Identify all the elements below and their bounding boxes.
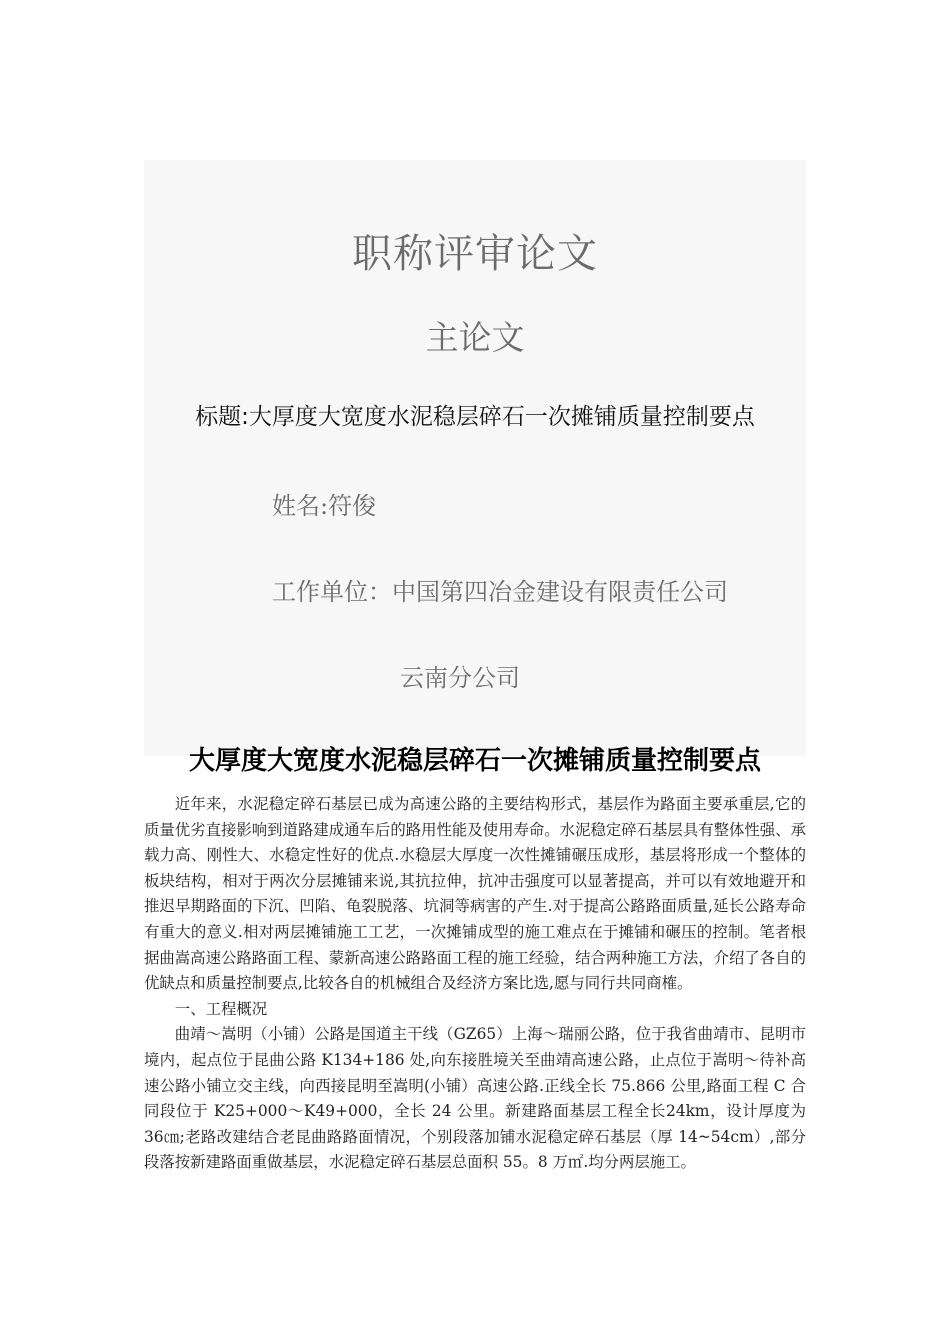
work-unit-branch: 云南分公司 [400,664,520,692]
cover-title: 职称评审论文 [352,231,598,277]
cover-subtitle: 主论文 [425,318,525,357]
article-title: 大厚度大宽度水泥稳层碎石一次摊铺质量控制要点 [188,746,761,776]
section-heading: 一、工程概况 [174,999,268,1018]
author-name: 姓名:符俊 [272,492,377,520]
cover-panel [144,160,806,756]
article-body [144,792,806,1176]
cover-headline: 标题:大厚度大宽度水泥稳层碎石一次摊铺质量控制要点 [195,404,755,430]
work-unit: 工作单位：中国第四冶金建设有限责任公司 [272,578,728,606]
paragraph-intro: 近年来，水泥稳定碎石基层已成为高速公路的主要结构形式，基层作为路面主要承重层,它的质量优劣直接影响到道路建成通车后的路用性能及使用寿命。水泥稳定碎石基层具有整体性强、承载力高、刚性大、水稳定性好的优点.水稳层大厚度一次性摊铺碾压成形，基层将形成一个整体的板块结构，相对于两次分层摊铺来说,其抗拉伸，抗冲击强度可以显著提高，并可以有效地避开和推迟早期路面的下沉、凹陷、龟裂脱落、坑洞等病害的产生.对于提高公路路面质量,延长公路寿命有重大的意义.相对两层摊铺施工工艺，一次摊铺成型的施工难点在于摊铺和碾压的控制。笔者根据曲嵩高速公路路面工程、蒙新高速公路路面工程的施工经验，结合两种施工方法，介绍了各自的优缺点和质量控制要点,比较各自的机械组合及经济方案比选,愿与同行共同商榷。 [144,795,806,993]
paragraph-overview: 曲靖～嵩明（小铺）公路是国道主干线（GZ65）上海～瑞丽公路，位于我省曲靖市、昆明市境内，起点位于昆曲公路 K134+186 处,向东接胜境关至曲靖高速公路，止点位于嵩明～待补高速公路小铺立交主线，向西接昆明至嵩明(小铺）高速公路.正线全长 75.866 公里,路面工程 C 合同段位于 K25+000～K49+000，全长 24 公里。新建路面基层工程全长24km，设计厚度为 36㎝;老路改建结合老昆曲路路面情况，个别段落加铺水泥稳定碎石基层（厚 14~54cm）,部分段落按新建路面重做基层，水泥稳定碎石基层总面积 55。8 万㎡.均分两层施工。 [144,1025,806,1172]
